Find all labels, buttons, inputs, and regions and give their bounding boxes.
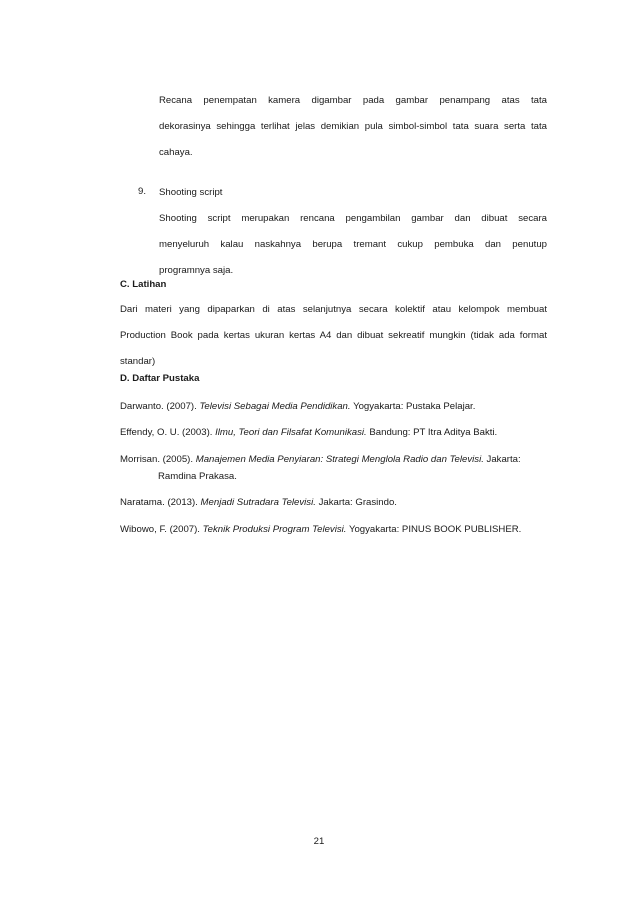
ref-title: Televisi Sebagai Media Pendidikan. — [199, 401, 351, 412]
reference-entry — [120, 424, 560, 441]
page-number: 21 — [313, 836, 325, 847]
text-line: Recana penempatan kamera digambar pada gambar penampang atas tata — [159, 95, 547, 106]
reference-entry — [120, 494, 560, 511]
ref-author: Morrisan. (2005). — [120, 454, 196, 465]
text-line: menyeluruh kalau naskahnya berupa tremant cukup pembuka dan penutup — [159, 239, 547, 250]
ref-title: Menjadi Sutradara Televisi. — [200, 497, 316, 508]
ref-author: Naratama. (2013). — [120, 497, 201, 508]
ref-author: Effendy, O. U. (2003). — [120, 427, 216, 438]
ref-publisher: Yogyakarta: Pustaka Pelajar. — [350, 401, 476, 412]
ref-publisher: Bandung: PT Itra Aditya Bakti. — [366, 427, 498, 438]
text-line: programnya saja. — [159, 265, 234, 276]
reference-entry — [120, 521, 560, 538]
item9-block — [159, 180, 547, 284]
ref-title: Manajemen Media Penyiaran: Strategi Menglola Radio dan Televisi. — [195, 454, 484, 465]
ref-continuation: Ramdina Prakasa. — [158, 471, 237, 482]
ref-title: Teknik Produksi Program Televisi. — [202, 524, 347, 535]
text-line: Dari materi yang dipaparkan di atas selanjutnya secara kolektif atau kelompok membuat — [120, 304, 547, 315]
list-number: 9. — [138, 186, 147, 197]
text-line: Production Book pada kertas ukuran kertas A4 dan dibuat sekreatif mungkin (tidak ada format — [120, 330, 547, 341]
reference-entry — [120, 398, 560, 415]
text-line: standar) — [120, 356, 156, 367]
section-heading-latihan: C. Latihan — [120, 279, 167, 290]
ref-author: Wibowo, F. (2007). — [120, 524, 203, 535]
reference-entry — [120, 451, 560, 485]
ref-publisher: Yogyakarta: PINUS BOOK PUBLISHER. — [346, 524, 522, 535]
item9-title: Shooting script — [159, 187, 223, 198]
text-line: dekorasinya sehingga terlihat jelas demikian pula simbol-simbol tata suara serta tata — [159, 121, 547, 132]
text-line: Shooting script merupakan rencana pengambilan gambar dan dibuat secara — [159, 213, 547, 224]
latihan-text — [120, 297, 547, 375]
ref-publisher: Jakarta: Grasindo. — [315, 497, 397, 508]
ref-author: Darwanto. (2007). — [120, 401, 200, 412]
text-line: cahaya. — [159, 147, 193, 158]
ref-title: Ilmu, Teori dan Filsafat Komunikasi. — [215, 427, 367, 438]
section-heading-pustaka: D. Daftar Pustaka — [120, 373, 200, 384]
ref-publisher: Jakarta: — [483, 454, 521, 465]
item8-text — [159, 88, 547, 166]
